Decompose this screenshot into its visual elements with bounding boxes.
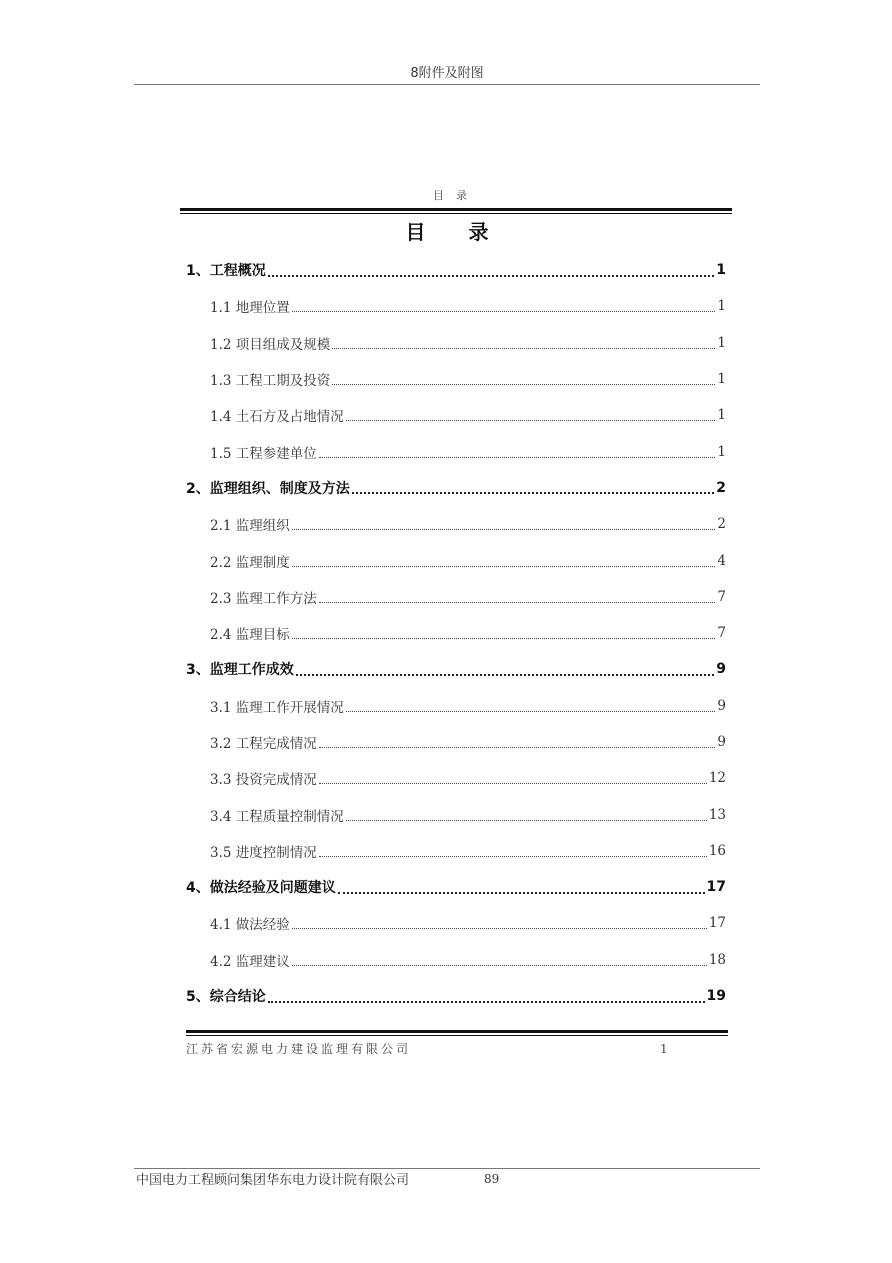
toc-entry-page: 12 [708,770,726,787]
table-of-contents [186,252,726,1014]
toc-entry-page: 1 [716,262,726,279]
toc-entry[interactable] [186,724,726,760]
toc-leader-dots [346,819,707,821]
page-footer-page-number: 89 [484,1172,500,1186]
toc-leader-dots [319,601,716,603]
toc-leader-dots [292,637,716,639]
toc-entry[interactable] [186,615,726,651]
footer-divider [134,1168,760,1169]
toc-leader-dots [292,528,716,530]
inner-footer-page-number: 1 [660,1042,668,1056]
toc-entry-label: 1.3 工程工期及投资 [210,373,331,390]
toc-entry-page: 1 [717,334,726,351]
inner-footer-thin-rule [186,1035,728,1036]
toc-entry[interactable] [186,579,726,615]
toc-entry-label: 3.2 工程完成情况 [210,736,317,752]
toc-entry-page: 4 [717,552,726,569]
toc-leader-dots [319,456,716,458]
page-header: 8附件及附图 [410,66,484,81]
header-divider [134,84,760,85]
toc-entry-page: 1 [717,407,726,424]
toc-leader-dots [332,383,715,385]
toc-entry[interactable] [186,651,726,687]
toc-entry-label: 4、做法经验及问题建议 [186,880,336,897]
toc-leader-dots [352,491,715,494]
toc-entry-label: 5、综合结论 [186,989,266,1006]
toc-entry-label: 1.1 地理位置 [210,300,290,317]
toc-leader-dots [292,927,707,929]
toc-entry[interactable] [186,361,726,397]
toc-entry[interactable] [186,506,726,542]
toc-entry[interactable] [186,833,726,869]
toc-entry[interactable] [186,942,726,978]
toc-entry-page: 17 [706,879,726,896]
page-footer-company: 中国电力工程顾问集团华东电力设计院有限公司 [136,1173,410,1188]
toc-entry-page: 7 [717,588,726,605]
toc-entry-page: 1 [717,298,726,315]
toc-entry-label: 3.3 投资完成情况 [210,772,317,789]
toc-leader-dots [346,419,716,421]
toc-entry[interactable] [186,688,726,724]
toc-entry-page: 17 [708,915,726,932]
toc-entry-label: 3.5 进度控制情况 [210,844,317,861]
inner-header-thick-rule [180,208,732,211]
toc-entry-label: 3、监理工作成效 [186,662,294,679]
toc-entry[interactable] [186,905,726,941]
toc-leader-dots [268,274,715,277]
toc-entry-label: 2.2 监理制度 [210,554,290,571]
toc-leader-dots [338,891,705,894]
inner-footer-company: 江苏省宏源电力建设监理有限公司 [186,1042,412,1056]
toc-entry-label: 1.5 工程参建单位 [210,445,317,462]
toc-leader-dots [319,746,716,748]
toc-entry[interactable] [186,288,726,324]
toc-entry[interactable] [186,397,726,433]
toc-entry[interactable] [186,760,726,796]
toc-entry-page: 9 [717,697,726,714]
toc-entry-page: 9 [716,661,726,678]
toc-leader-dots [319,782,707,784]
toc-entry-page: 19 [706,988,726,1005]
inner-page-header: 目录 [433,189,479,202]
toc-entry-page: 16 [708,842,726,859]
toc-entry-page: 18 [708,951,726,968]
toc-entry-page: 7 [717,625,726,642]
toc-entry[interactable] [186,470,726,506]
toc-leader-dots [332,347,715,349]
toc-entry-label: 2、监理组织、制度及方法 [186,480,350,497]
toc-entry[interactable] [186,796,726,832]
toc-entry-page: 13 [708,806,726,823]
toc-entry-page: 2 [716,479,726,496]
toc-entry-label: 2.4 监理目标 [210,627,290,644]
toc-entry-page: 1 [717,443,726,460]
toc-leader-dots [292,565,716,567]
toc-entry[interactable] [186,869,726,905]
toc-entry-label: 4.1 做法经验 [210,917,290,934]
toc-title: 目 录 [405,220,507,244]
toc-entry[interactable] [186,433,726,469]
toc-entry-label: 1、工程概况 [186,263,266,280]
toc-leader-dots [292,964,707,966]
inner-footer-thick-rule [186,1030,728,1033]
toc-leader-dots [268,1000,705,1003]
toc-entry[interactable] [186,978,726,1014]
toc-entry-label: 3.1 监理工作开展情况 [210,699,344,716]
toc-entry-page: 1 [717,371,726,388]
toc-leader-dots [296,673,715,676]
toc-entry-page: 2 [717,516,726,533]
toc-entry-label: 2.1 监理组织 [210,518,290,535]
toc-entry-label: 1.2 项目组成及规模 [210,336,331,353]
toc-entry[interactable] [186,252,726,288]
toc-leader-dots [346,710,716,712]
toc-leader-dots [319,855,707,857]
inner-header-thin-rule [180,213,732,214]
toc-entry-label: 4.2 监理建议 [210,953,290,970]
toc-entry-label: 1.4 土石方及占地情况 [210,409,344,426]
toc-entry-page: 9 [717,734,726,750]
toc-leader-dots [292,310,716,312]
toc-entry-label: 2.3 监理工作方法 [210,590,317,607]
toc-entry[interactable] [186,325,726,361]
toc-entry-label: 3.4 工程质量控制情况 [210,808,344,825]
toc-entry[interactable] [186,542,726,578]
